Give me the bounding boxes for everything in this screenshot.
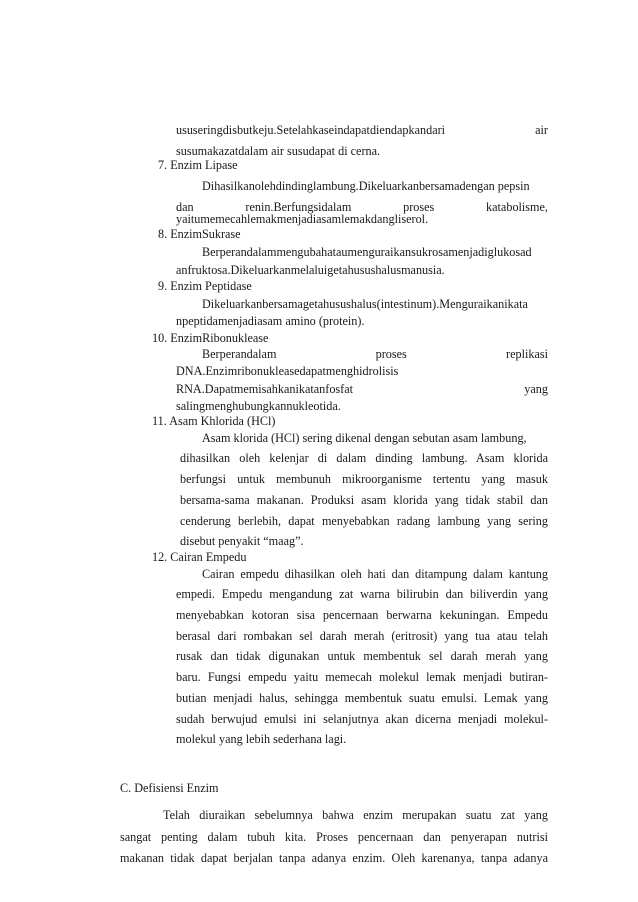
- paragraph-line: disebut penyakit “maag”.: [180, 534, 304, 548]
- paragraph-line: rusak dan tidak digunakan untuk membentuk sel darah merah yang: [176, 649, 548, 663]
- text-segment: renin.Berfungsidalam: [245, 200, 352, 214]
- text-line: susumakazatdalam air susudapat di cerna.: [176, 144, 381, 158]
- text-line: Berperandalammengubahataumenguraikansukrosamenjadiglukosad: [202, 245, 532, 259]
- paragraph-line: bersama-sama makanan. Produksi asam klorida yang tidak stabil dan: [180, 493, 548, 507]
- text-line: [176, 381, 548, 397]
- text-segment: air: [535, 123, 548, 137]
- text-segment: ususeringdisbutkeju.Setelahkaseindapatdiendapkandari: [176, 123, 446, 137]
- text-line: anfruktosa.Dikeluarkanmelaluigetahusushalusmanusia.: [176, 263, 445, 277]
- text-segment: RNA.Dapatmemisahkanikatanfosfat: [176, 382, 354, 396]
- paragraph-line: sudah berwujud emulsi ini selanjutnya akan dicerna menjadi molekul-: [176, 712, 548, 726]
- text-line: [176, 122, 548, 138]
- text-line: Dihasilkanolehdindinglambung.Dikeluarkanbersamadengan pepsin: [202, 179, 530, 193]
- paragraph-line: sangat penting dalam tubuh kita. Proses pencernaan dan penyerapan nutrisi: [120, 830, 548, 844]
- text-line: Dikeluarkanbersamagetahusushalus(intestinum).Menguraikanikata: [202, 297, 528, 311]
- paragraph-line: molekul yang lebih sederhana lagi.: [176, 732, 347, 746]
- paragraph-line: Telah diuraikan sebelumnya bahwa enzim merupakan suatu zat yang: [163, 808, 548, 822]
- paragraph-line: baru. Fungsi empedu yaitu memecah molekul lemak menjadi butiran-: [176, 670, 548, 684]
- text-segment: replikasi: [506, 347, 548, 361]
- text-segment: proses: [403, 200, 435, 214]
- text-line: DNA.Enzimribonukleasedapatmenghidrolisis: [176, 364, 399, 378]
- paragraph-line: makanan tidak dapat berjalan tanpa adanya enzim. Oleh karenanya, tanpa adanya: [120, 851, 548, 865]
- paragraph-line: berasal dari rombakan sel darah merah (eritrosit) yang tua atau telah: [176, 629, 548, 643]
- paragraph-line: butian menjadi halus, sehingga membentuk suatu emulsi. Lemak yang: [176, 691, 548, 705]
- paragraph-line: empedi. Empedu mengandung zat warna bilirubin dan biliverdin yang: [176, 587, 548, 601]
- text-line: salingmenghubungkannukleotida.: [176, 399, 341, 413]
- paragraph-line: [202, 430, 548, 446]
- text-segment: yang: [524, 382, 548, 396]
- paragraph-line: berfungsi untuk membunuh mikroorganisme tertentu yang masuk: [180, 472, 548, 486]
- text-segment: Asam klorida (HCl) sering dikenal dengan sebutan asam lambung,: [202, 431, 527, 445]
- list-item-heading-11: 11. Asam Khlorida (HCl): [152, 414, 276, 428]
- text-line: [202, 346, 548, 362]
- text-segment: katabolisme,: [486, 200, 548, 214]
- list-item-heading-10: 10. EnzimRibonuklease: [152, 331, 269, 345]
- list-item-heading-9: 9. Enzim Peptidase: [158, 279, 252, 293]
- text-segment: dan: [176, 200, 194, 214]
- paragraph-line: cenderung berlebih, dapat menyebabkan radang lambung yang sering: [180, 514, 548, 528]
- list-item-heading-7: 7. Enzim Lipase: [158, 158, 238, 172]
- paragraph-line: Cairan empedu dihasilkan oleh hati dan ditampung dalam kantung: [202, 567, 548, 581]
- text-line: npeptidamenjadiasam amino (protein).: [176, 314, 365, 328]
- list-item-heading-12: 12. Cairan Empedu: [152, 550, 247, 564]
- text-segment: proses: [375, 347, 407, 361]
- list-item-heading-8: 8. EnzimSukrase: [158, 227, 241, 241]
- section-heading: C. Defisiensi Enzim: [120, 781, 219, 795]
- paragraph-line: menyebabkan kotoran sisa pencernaan berwarna kekuningan. Empedu: [176, 608, 548, 622]
- paragraph-line: dihasilkan oleh kelenjar di dalam dinding lambung. Asam klorida: [180, 451, 548, 465]
- text-line: yaitumemecahlemakmenjadiasamlemakdangliserol.: [176, 212, 429, 226]
- text-segment: Berperandalam: [202, 347, 277, 361]
